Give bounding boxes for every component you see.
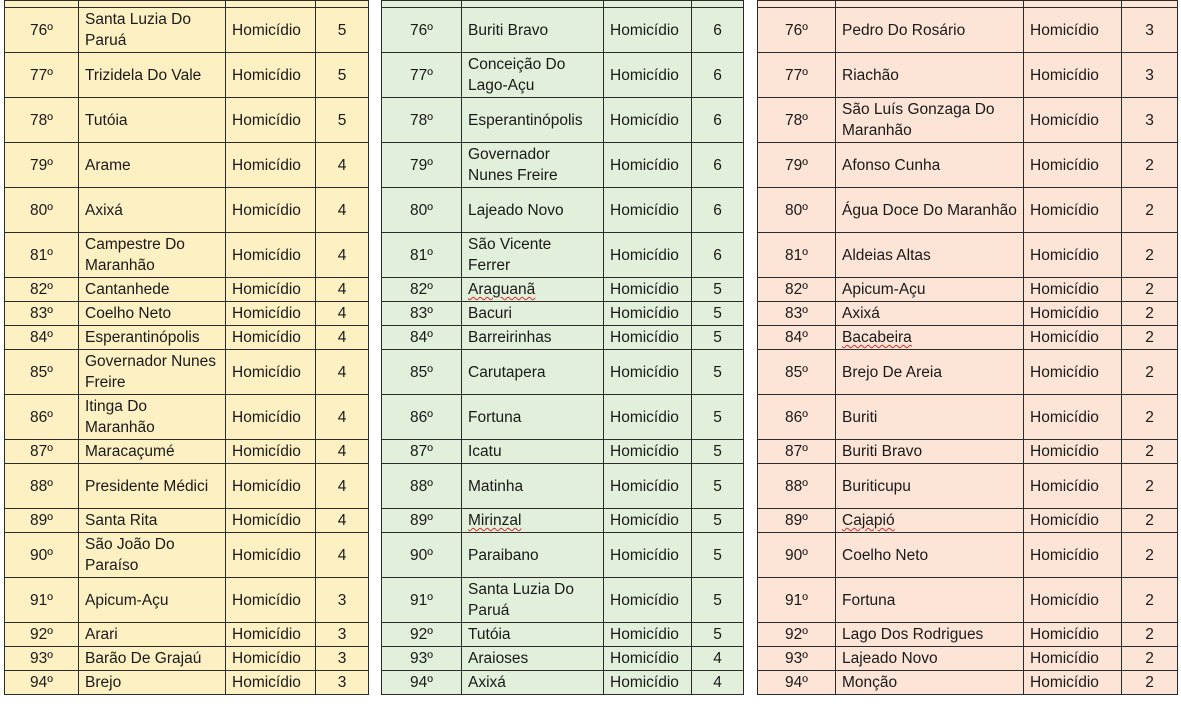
count-cell: 3: [316, 647, 369, 671]
city-name-cell: Bacabeira: [836, 326, 1024, 350]
crime-type-cell: Homicídio: [604, 533, 692, 578]
city-name-cell: São Luís Gonzaga Do Maranhão: [836, 98, 1024, 143]
count-cell: 5: [692, 350, 744, 395]
crime-type-cell: Homicídio: [226, 671, 316, 695]
city-name-cell: Arari: [79, 623, 226, 647]
city-name-cell: Esperantinópolis: [79, 326, 226, 350]
city-name-cell: Lajeado Novo: [462, 188, 604, 233]
count-cell: 4: [316, 464, 369, 509]
rank-position-cell: 81º: [382, 233, 462, 278]
rank-position-cell: 85º: [758, 350, 836, 395]
count-cell: 2: [1122, 578, 1178, 623]
crime-type-cell: Homicídio: [604, 233, 692, 278]
rank-position-cell: 83º: [382, 302, 462, 326]
table-row: [382, 8, 744, 53]
table-row: [382, 302, 744, 326]
count-cell: 2: [1122, 464, 1178, 509]
count-cell: 2: [1122, 350, 1178, 395]
city-name-cell: Paraibano: [462, 533, 604, 578]
table-row: [5, 188, 369, 233]
crime-type-cell: Homicídio: [226, 98, 316, 143]
count-cell: 6: [692, 143, 744, 188]
table-row: [758, 8, 1178, 53]
rank-position-cell: 79º: [382, 143, 462, 188]
table-row: [5, 578, 369, 623]
table-row: [758, 188, 1178, 233]
rank-position-cell: 80º: [382, 188, 462, 233]
table-row: [758, 440, 1178, 464]
rank-position-cell: 94º: [5, 671, 79, 695]
crime-type-cell: Homicídio: [226, 278, 316, 302]
rank-position-cell: 91º: [758, 578, 836, 623]
count-cell: 4: [692, 671, 744, 695]
count-cell: 3: [1122, 98, 1178, 143]
table-row: [758, 53, 1178, 98]
count-cell: 4: [316, 350, 369, 395]
city-name-cell: Tutóia: [462, 623, 604, 647]
crime-type-cell: Homicídio: [1024, 302, 1122, 326]
crime-type-cell: Homicídio: [604, 350, 692, 395]
count-cell: 2: [1122, 278, 1178, 302]
rank-position-cell: 77º: [5, 53, 79, 98]
city-name-cell: São Vicente Ferrer: [462, 233, 604, 278]
city-name-cell: Aldeias Altas: [836, 233, 1024, 278]
city-name-cell: Afonso Cunha: [836, 143, 1024, 188]
crime-type-cell: Homicídio: [226, 623, 316, 647]
city-name-cell: Barão De Grajaú: [79, 647, 226, 671]
rank-position-cell: 90º: [5, 533, 79, 578]
city-name-cell: Axixá: [462, 671, 604, 695]
table-row: [5, 671, 369, 695]
table-top-edge: [382, 1, 744, 8]
city-name-cell: Fortuna: [462, 395, 604, 440]
table-row: [382, 578, 744, 623]
table-row: [382, 464, 744, 509]
ranking-table-yellow: [4, 0, 369, 695]
rank-position-cell: 78º: [5, 98, 79, 143]
crime-type-cell: Homicídio: [1024, 395, 1122, 440]
city-name-cell: Santa Rita: [79, 509, 226, 533]
city-name-cell: Coelho Neto: [79, 302, 226, 326]
count-cell: 4: [316, 302, 369, 326]
count-cell: 4: [692, 647, 744, 671]
crime-type-cell: Homicídio: [1024, 464, 1122, 509]
crime-type-cell: Homicídio: [226, 188, 316, 233]
count-cell: 5: [692, 302, 744, 326]
crime-type-cell: Homicídio: [604, 326, 692, 350]
crime-type-cell: Homicídio: [604, 440, 692, 464]
count-cell: 4: [316, 440, 369, 464]
count-cell: 6: [692, 98, 744, 143]
city-name-cell: Icatu: [462, 440, 604, 464]
count-cell: 5: [692, 464, 744, 509]
crime-type-cell: Homicídio: [226, 143, 316, 188]
city-name-cell: Arame: [79, 143, 226, 188]
crime-type-cell: Homicídio: [1024, 98, 1122, 143]
table-row: [5, 533, 369, 578]
city-name-cell: Pedro Do Rosário: [836, 8, 1024, 53]
table-row: [5, 326, 369, 350]
crime-type-cell: Homicídio: [1024, 623, 1122, 647]
crime-type-cell: Homicídio: [1024, 350, 1122, 395]
rank-position-cell: 81º: [758, 233, 836, 278]
table-row: [382, 395, 744, 440]
rank-position-cell: 82º: [382, 278, 462, 302]
table-row: [758, 671, 1178, 695]
rank-position-cell: 84º: [5, 326, 79, 350]
count-cell: 4: [316, 326, 369, 350]
crime-type-cell: Homicídio: [226, 578, 316, 623]
table-row: [382, 233, 744, 278]
rank-position-cell: 92º: [758, 623, 836, 647]
crime-type-cell: Homicídio: [226, 53, 316, 98]
rank-position-cell: 81º: [5, 233, 79, 278]
table-row: [758, 578, 1178, 623]
count-cell: 5: [692, 533, 744, 578]
count-cell: 5: [692, 623, 744, 647]
table-row: [758, 326, 1178, 350]
count-cell: 4: [316, 395, 369, 440]
rank-position-cell: 94º: [382, 671, 462, 695]
count-cell: 2: [1122, 509, 1178, 533]
rank-position-cell: 83º: [758, 302, 836, 326]
crime-type-cell: Homicídio: [1024, 647, 1122, 671]
table-row: [382, 278, 744, 302]
crime-type-cell: Homicídio: [1024, 188, 1122, 233]
crime-type-cell: Homicídio: [226, 509, 316, 533]
table-row: [5, 8, 369, 53]
count-cell: 4: [316, 233, 369, 278]
rank-position-cell: 88º: [382, 464, 462, 509]
table-row: [382, 350, 744, 395]
crime-type-cell: Homicídio: [1024, 143, 1122, 188]
count-cell: 6: [692, 53, 744, 98]
count-cell: 4: [316, 143, 369, 188]
rank-position-cell: 76º: [382, 8, 462, 53]
crime-type-cell: Homicídio: [604, 395, 692, 440]
ranking-table-peach: [757, 0, 1178, 695]
count-cell: 5: [692, 326, 744, 350]
rank-position-cell: 89º: [758, 509, 836, 533]
count-cell: 2: [1122, 188, 1178, 233]
table-row: [382, 533, 744, 578]
table-row: [5, 464, 369, 509]
ranking-table-green: [381, 0, 744, 695]
rank-position-cell: 86º: [5, 395, 79, 440]
crime-type-cell: Homicídio: [226, 302, 316, 326]
table-row: [382, 623, 744, 647]
city-name-cell: Apicum-Açu: [79, 578, 226, 623]
count-cell: 4: [316, 188, 369, 233]
city-name-cell: Santa Luzia Do Paruá: [79, 8, 226, 53]
rank-position-cell: 84º: [382, 326, 462, 350]
rank-position-cell: 80º: [758, 188, 836, 233]
count-cell: 3: [316, 578, 369, 623]
city-name-cell: Buriti Bravo: [462, 8, 604, 53]
count-cell: 5: [692, 509, 744, 533]
table-row: [758, 350, 1178, 395]
count-cell: 2: [1122, 233, 1178, 278]
rank-position-cell: 88º: [5, 464, 79, 509]
crime-type-cell: Homicídio: [604, 302, 692, 326]
crime-type-cell: Homicídio: [226, 647, 316, 671]
crime-type-cell: Homicídio: [1024, 8, 1122, 53]
city-name-cell: Matinha: [462, 464, 604, 509]
rank-position-cell: 90º: [758, 533, 836, 578]
city-name-cell: Mirinzal: [462, 509, 604, 533]
table-row: [758, 464, 1178, 509]
crime-type-cell: Homicídio: [1024, 326, 1122, 350]
rank-position-cell: 89º: [382, 509, 462, 533]
table-row: [758, 233, 1178, 278]
crime-type-cell: Homicídio: [604, 578, 692, 623]
table-row: [5, 509, 369, 533]
city-name-cell: Barreirinhas: [462, 326, 604, 350]
count-cell: 2: [1122, 440, 1178, 464]
crime-type-cell: Homicídio: [604, 464, 692, 509]
crime-type-cell: Homicídio: [604, 509, 692, 533]
count-cell: 4: [316, 278, 369, 302]
count-cell: 3: [1122, 8, 1178, 53]
rank-position-cell: 87º: [382, 440, 462, 464]
rank-position-cell: 91º: [382, 578, 462, 623]
city-name-cell: Coelho Neto: [836, 533, 1024, 578]
table-row: [5, 350, 369, 395]
count-cell: 4: [316, 533, 369, 578]
count-cell: 2: [1122, 533, 1178, 578]
count-cell: 2: [1122, 647, 1178, 671]
crime-type-cell: Homicídio: [226, 533, 316, 578]
city-name-cell: Tutóia: [79, 98, 226, 143]
count-cell: 2: [1122, 623, 1178, 647]
city-name-cell: Maracaçumé: [79, 440, 226, 464]
count-cell: 3: [316, 623, 369, 647]
city-name-cell: Buriti Bravo: [836, 440, 1024, 464]
crime-type-cell: Homicídio: [604, 623, 692, 647]
count-cell: 5: [316, 98, 369, 143]
table-row: [382, 326, 744, 350]
crime-type-cell: Homicídio: [604, 671, 692, 695]
count-cell: 5: [316, 8, 369, 53]
city-name-cell: Riachão: [836, 53, 1024, 98]
city-name-cell: São João Do Paraíso: [79, 533, 226, 578]
table-row: [5, 98, 369, 143]
table-row: [5, 623, 369, 647]
count-cell: 2: [1122, 143, 1178, 188]
table-row: [382, 143, 744, 188]
table-row: [5, 143, 369, 188]
rank-position-cell: 80º: [5, 188, 79, 233]
rank-position-cell: 86º: [382, 395, 462, 440]
rank-position-cell: 94º: [758, 671, 836, 695]
table-row: [758, 533, 1178, 578]
crime-type-cell: Homicídio: [604, 278, 692, 302]
city-name-cell: Monção: [836, 671, 1024, 695]
count-cell: 2: [1122, 395, 1178, 440]
city-name-cell: Presidente Médici: [79, 464, 226, 509]
city-name-cell: Axixá: [79, 188, 226, 233]
table-row: [5, 440, 369, 464]
rank-position-cell: 86º: [758, 395, 836, 440]
table-row: [382, 98, 744, 143]
crime-type-cell: Homicídio: [226, 8, 316, 53]
city-name-cell: Conceição Do Lago-Açu: [462, 53, 604, 98]
crime-type-cell: Homicídio: [1024, 440, 1122, 464]
city-name-cell: Axixá: [836, 302, 1024, 326]
city-name-cell: Cajapió: [836, 509, 1024, 533]
city-name-cell: Fortuna: [836, 578, 1024, 623]
rank-position-cell: 76º: [5, 8, 79, 53]
crime-type-cell: Homicídio: [226, 326, 316, 350]
table-row: [5, 278, 369, 302]
table-row: [382, 647, 744, 671]
city-name-cell: Governador Nunes Freire: [79, 350, 226, 395]
table-row: [5, 395, 369, 440]
rank-position-cell: 88º: [758, 464, 836, 509]
count-cell: 5: [692, 578, 744, 623]
table-row: [5, 647, 369, 671]
crime-type-cell: Homicídio: [604, 188, 692, 233]
rank-position-cell: 84º: [758, 326, 836, 350]
rank-position-cell: 78º: [382, 98, 462, 143]
table-row: [5, 302, 369, 326]
table-row: [758, 623, 1178, 647]
crime-type-cell: Homicídio: [1024, 671, 1122, 695]
count-cell: 2: [1122, 671, 1178, 695]
crime-type-cell: Homicídio: [604, 98, 692, 143]
city-name-cell: Carutapera: [462, 350, 604, 395]
table-row: [5, 233, 369, 278]
rank-position-cell: 78º: [758, 98, 836, 143]
count-cell: 6: [692, 188, 744, 233]
table-row: [382, 509, 744, 533]
city-name-cell: Araioses: [462, 647, 604, 671]
table-row: [758, 98, 1178, 143]
city-name-cell: Santa Luzia Do Paruá: [462, 578, 604, 623]
rank-position-cell: 77º: [758, 53, 836, 98]
table-row: [382, 53, 744, 98]
city-name-cell: Brejo De Areia: [836, 350, 1024, 395]
crime-type-cell: Homicídio: [226, 233, 316, 278]
table-row: [758, 143, 1178, 188]
table-top-edge: [5, 1, 369, 8]
crime-type-cell: Homicídio: [1024, 53, 1122, 98]
table-row: [758, 647, 1178, 671]
crime-type-cell: Homicídio: [226, 395, 316, 440]
rank-position-cell: 92º: [382, 623, 462, 647]
rank-position-cell: 79º: [5, 143, 79, 188]
count-cell: 5: [692, 395, 744, 440]
city-name-cell: Cantanhede: [79, 278, 226, 302]
table-row: [382, 671, 744, 695]
crime-type-cell: Homicídio: [226, 464, 316, 509]
city-name-cell: Esperantinópolis: [462, 98, 604, 143]
crime-type-cell: Homicídio: [226, 350, 316, 395]
crime-type-cell: Homicídio: [1024, 233, 1122, 278]
city-name-cell: Apicum-Açu: [836, 278, 1024, 302]
crime-type-cell: Homicídio: [604, 143, 692, 188]
crime-type-cell: Homicídio: [1024, 578, 1122, 623]
rank-position-cell: 77º: [382, 53, 462, 98]
crime-type-cell: Homicídio: [604, 53, 692, 98]
count-cell: 4: [316, 509, 369, 533]
count-cell: 2: [1122, 326, 1178, 350]
count-cell: 5: [692, 440, 744, 464]
count-cell: 6: [692, 8, 744, 53]
rank-position-cell: 90º: [382, 533, 462, 578]
rank-position-cell: 93º: [5, 647, 79, 671]
count-cell: 3: [316, 671, 369, 695]
rank-position-cell: 79º: [758, 143, 836, 188]
rank-position-cell: 93º: [382, 647, 462, 671]
rank-position-cell: 91º: [5, 578, 79, 623]
count-cell: 5: [692, 278, 744, 302]
city-name-cell: Buriticupu: [836, 464, 1024, 509]
rank-position-cell: 85º: [5, 350, 79, 395]
count-cell: 2: [1122, 302, 1178, 326]
rank-position-cell: 85º: [382, 350, 462, 395]
rank-position-cell: 87º: [5, 440, 79, 464]
rank-position-cell: 82º: [758, 278, 836, 302]
table-row: [758, 278, 1178, 302]
table-row: [382, 188, 744, 233]
table-row: [382, 440, 744, 464]
crime-type-cell: Homicídio: [1024, 278, 1122, 302]
crime-type-cell: Homicídio: [604, 8, 692, 53]
rank-position-cell: 83º: [5, 302, 79, 326]
city-name-cell: Araguanã: [462, 278, 604, 302]
table-row: [758, 395, 1178, 440]
table-row: [758, 302, 1178, 326]
crime-type-cell: Homicídio: [1024, 509, 1122, 533]
table-row: [758, 509, 1178, 533]
city-name-cell: Trizidela Do Vale: [79, 53, 226, 98]
count-cell: 6: [692, 233, 744, 278]
count-cell: 5: [316, 53, 369, 98]
rank-position-cell: 93º: [758, 647, 836, 671]
rank-position-cell: 92º: [5, 623, 79, 647]
city-name-cell: Campestre Do Maranhão: [79, 233, 226, 278]
city-name-cell: Itinga Do Maranhão: [79, 395, 226, 440]
table-top-edge: [758, 1, 1178, 8]
count-cell: 3: [1122, 53, 1178, 98]
city-name-cell: Água Doce Do Maranhão: [836, 188, 1024, 233]
rank-position-cell: 76º: [758, 8, 836, 53]
city-name-cell: Governador Nunes Freire: [462, 143, 604, 188]
city-name-cell: Lajeado Novo: [836, 647, 1024, 671]
crime-type-cell: Homicídio: [604, 647, 692, 671]
rank-position-cell: 89º: [5, 509, 79, 533]
rank-position-cell: 82º: [5, 278, 79, 302]
city-name-cell: Lago Dos Rodrigues: [836, 623, 1024, 647]
crime-type-cell: Homicídio: [226, 440, 316, 464]
crime-type-cell: Homicídio: [1024, 533, 1122, 578]
rank-position-cell: 87º: [758, 440, 836, 464]
city-name-cell: Brejo: [79, 671, 226, 695]
city-name-cell: Bacuri: [462, 302, 604, 326]
city-name-cell: Buriti: [836, 395, 1024, 440]
table-row: [5, 53, 369, 98]
